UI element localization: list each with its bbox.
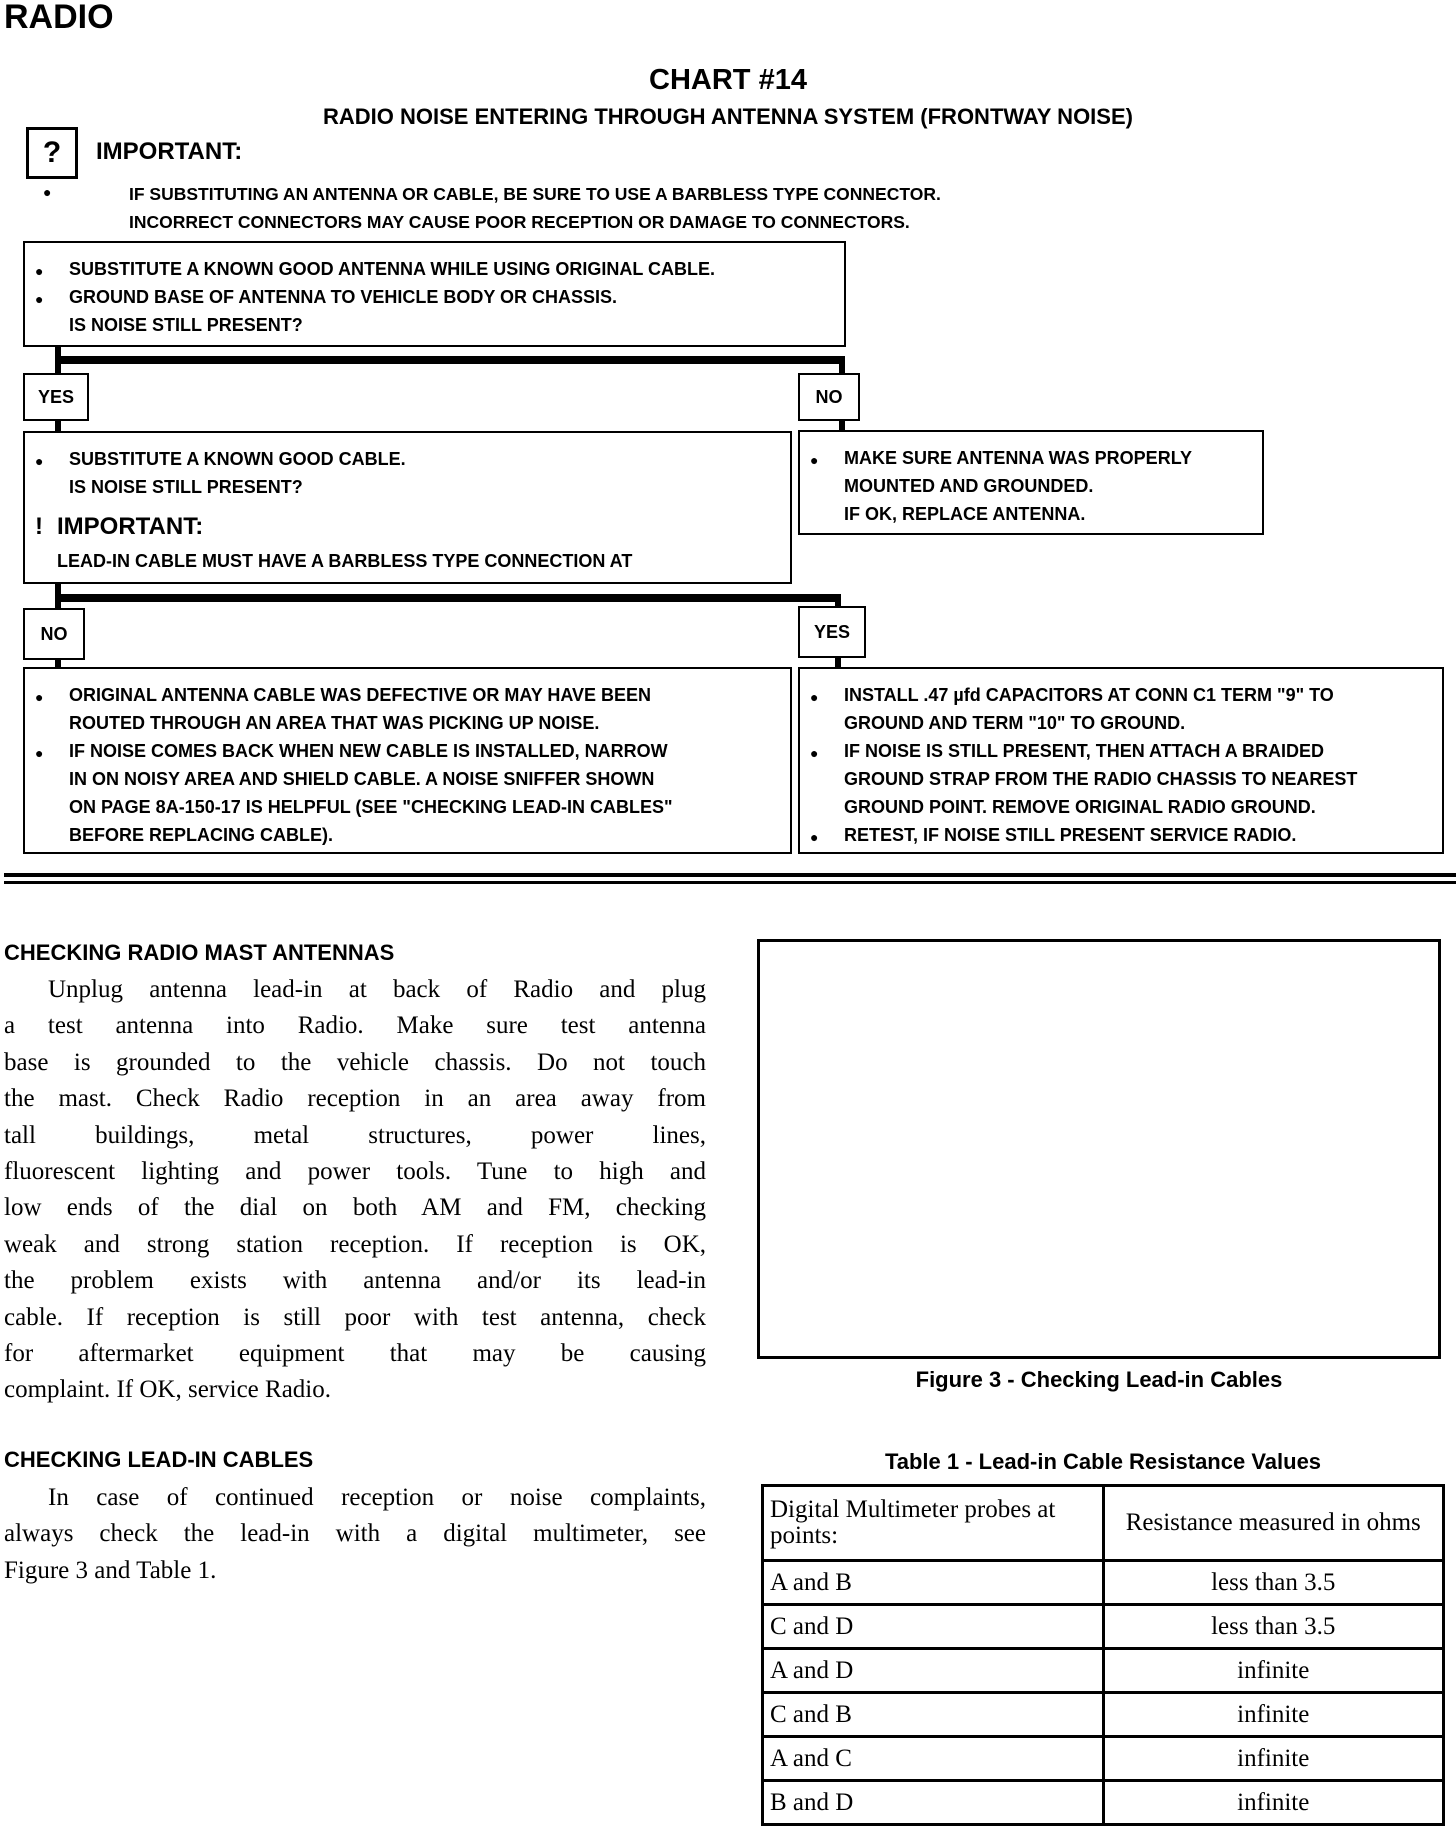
step4-line: IN ON NOISY AREA AND SHIELD CABLE. A NOISE SNIFFER SHOWN (69, 769, 655, 789)
step5-line: INSTALL .47 µfd CAPACITORS AT CONN C1 TERM "9" TO (844, 685, 1334, 705)
probe-points-cell: A and D (763, 1649, 1104, 1693)
step4-line: BEFORE REPLACING CABLE). (69, 825, 334, 845)
step5-line: GROUND POINT. REMOVE ORIGINAL RADIO GROUND. (844, 797, 1316, 817)
important-label: IMPORTANT: (96, 138, 243, 165)
yes-label: YES (23, 373, 89, 421)
resistance-cell: infinite (1103, 1781, 1444, 1825)
bullet-icon: ● (35, 453, 44, 469)
bullet-icon: ● (810, 745, 819, 761)
chart-subtitle: RADIO NOISE ENTERING THROUGH ANTENNA SYSTEM (FRONTWAY NOISE) (323, 104, 1133, 129)
resistance-cell: less than 3.5 (1103, 1605, 1444, 1649)
important-line: INCORRECT CONNECTORS MAY CAUSE POOR RECEPTION OR DAMAGE TO CONNECTORS. (129, 212, 910, 232)
paragraph-line: base is grounded to the vehicle chassis. Do not touch (4, 1048, 706, 1076)
step5-line: IF NOISE IS STILL PRESENT, THEN ATTACH A BRAIDED (844, 741, 1325, 761)
branch-line (55, 594, 841, 602)
header-cell: Resistance measured in ohms (1103, 1486, 1444, 1561)
bullet-icon: ● (810, 689, 819, 705)
paragraph-line: low ends of the dial on both AM and FM, checking (4, 1194, 706, 1222)
step4-box (23, 667, 792, 854)
resistance-cell: less than 3.5 (1103, 1561, 1444, 1605)
figure-image (757, 939, 1441, 1359)
header-cell: Digital Multimeter probes at points: (763, 1486, 1104, 1561)
paragraph-line: tall buildings, metal structures, power lines, (4, 1121, 706, 1149)
step5-line: GROUND STRAP FROM THE RADIO CHASSIS TO NEAREST (844, 769, 1358, 789)
paragraph-line: fluorescent lighting and power tools. Tune to high and (4, 1158, 706, 1186)
table-title: Table 1 - Lead-in Cable Resistance Values (884, 1449, 1322, 1474)
table-header-row (763, 1486, 1444, 1561)
bullet-icon: ● (35, 689, 44, 705)
step2-question: IS NOISE STILL PRESENT? (69, 477, 303, 497)
probe-points-cell: C and D (763, 1605, 1104, 1649)
bullet-icon: ● (35, 745, 44, 761)
step1-line: SUBSTITUTE A KNOWN GOOD ANTENNA WHILE USING ORIGINAL CABLE. (69, 259, 715, 279)
paragraph-line: the problem exists with antenna and/or its lead-in (4, 1267, 706, 1295)
important-label: IMPORTANT: (57, 513, 204, 540)
paragraph-line: a test antenna into Radio. Make sure test antenna (4, 1012, 706, 1040)
important-line: IF SUBSTITUTING AN ANTENNA OR CABLE, BE SURE TO USE A BARBLESS TYPE CONNECTOR. (129, 184, 941, 204)
paragraph-line: weak and strong station reception. If reception is OK, (4, 1230, 706, 1258)
probe-points-cell: A and C (763, 1737, 1104, 1781)
probe-points-cell: C and B (763, 1693, 1104, 1737)
resistance-cell: infinite (1103, 1693, 1444, 1737)
divider (4, 881, 1456, 884)
chart-title: CHART #14 (649, 64, 807, 96)
step5-box (798, 667, 1444, 854)
question-mark-box-icon: ? (26, 127, 78, 179)
mast-heading: CHECKING RADIO MAST ANTENNAS (4, 940, 395, 965)
table-row (763, 1561, 1444, 1605)
paragraph-line: cable. If reception is still poor with test antenna, check (4, 1303, 706, 1331)
table-row (763, 1737, 1444, 1781)
table-row (763, 1605, 1444, 1649)
figure-caption: Figure 3 - Checking Lead-in Cables (915, 1367, 1283, 1392)
bullet-icon: ● (810, 829, 819, 845)
step5-line: RETEST, IF NOISE STILL PRESENT SERVICE RADIO. (844, 825, 1297, 845)
divider (4, 873, 1456, 877)
step3-line: IF OK, REPLACE ANTENNA. (844, 504, 1086, 524)
bullet-icon: ● (810, 452, 819, 468)
paragraph-line: always check the lead-in with a digital multimeter, see (4, 1520, 706, 1548)
step3-box (798, 430, 1264, 535)
leadin-paragraph (4, 1480, 706, 1589)
bullet-icon: ● (35, 263, 44, 279)
paragraph-line: In case of continued reception or noise complaints, (48, 1484, 706, 1511)
table-row (763, 1781, 1444, 1825)
table-row (763, 1649, 1444, 1693)
step2-box (23, 431, 792, 584)
paragraph-line: Figure 3 and Table 1. (4, 1556, 217, 1584)
section-title: RADIO (4, 0, 114, 36)
probe-points-cell: B and D (763, 1781, 1104, 1825)
paragraph-line: the mast. Check Radio reception in an area away from (4, 1085, 706, 1113)
bullet-icon: ● (43, 184, 52, 200)
yes-label: YES (798, 606, 866, 658)
step3-line: MAKE SURE ANTENNA WAS PROPERLY (844, 448, 1193, 468)
step2-line: SUBSTITUTE A KNOWN GOOD CABLE. (69, 449, 406, 469)
step4-line: ORIGINAL ANTENNA CABLE WAS DEFECTIVE OR MAY HAVE BEEN (69, 685, 652, 705)
no-label: NO (23, 608, 85, 660)
step3-line: MOUNTED AND GROUNDED. (844, 476, 1094, 496)
important-text: LEAD-IN CABLE MUST HAVE A BARBLESS TYPE CONNECTION AT (57, 551, 633, 571)
table-row (763, 1693, 1444, 1737)
paragraph-line: for aftermarket equipment that may be causing (4, 1340, 706, 1368)
paragraph-line: Unplug antenna lead-in at back of Radio and plug (48, 976, 706, 1003)
exclamation-icon: ! (35, 513, 43, 540)
step1-question: IS NOISE STILL PRESENT? (69, 315, 303, 335)
connector-line (839, 356, 845, 374)
probe-points-cell: A and B (763, 1561, 1104, 1605)
step1-box (23, 241, 846, 347)
resistance-cell: infinite (1103, 1737, 1444, 1781)
step4-line: IF NOISE COMES BACK WHEN NEW CABLE IS INSTALLED, NARROW (69, 741, 668, 761)
paragraph-line: complaint. If OK, service Radio. (4, 1376, 331, 1404)
step5-line: GROUND AND TERM "10" TO GROUND. (844, 713, 1186, 733)
step4-line: ROUTED THROUGH AN AREA THAT WAS PICKING UP NOISE. (69, 713, 600, 733)
bullet-icon: ● (35, 291, 44, 307)
branch-line (55, 356, 845, 364)
no-label: NO (798, 373, 860, 421)
mast-paragraph (4, 972, 706, 1409)
step1-line: GROUND BASE OF ANTENNA TO VEHICLE BODY OR CHASSIS. (69, 287, 618, 307)
leadin-heading: CHECKING LEAD-IN CABLES (4, 1447, 314, 1472)
step4-line: ON PAGE 8A-150-17 IS HELPFUL (SEE "CHECKING LEAD-IN CABLES" (69, 797, 673, 817)
resistance-table (761, 1484, 1445, 1826)
resistance-cell: infinite (1103, 1649, 1444, 1693)
